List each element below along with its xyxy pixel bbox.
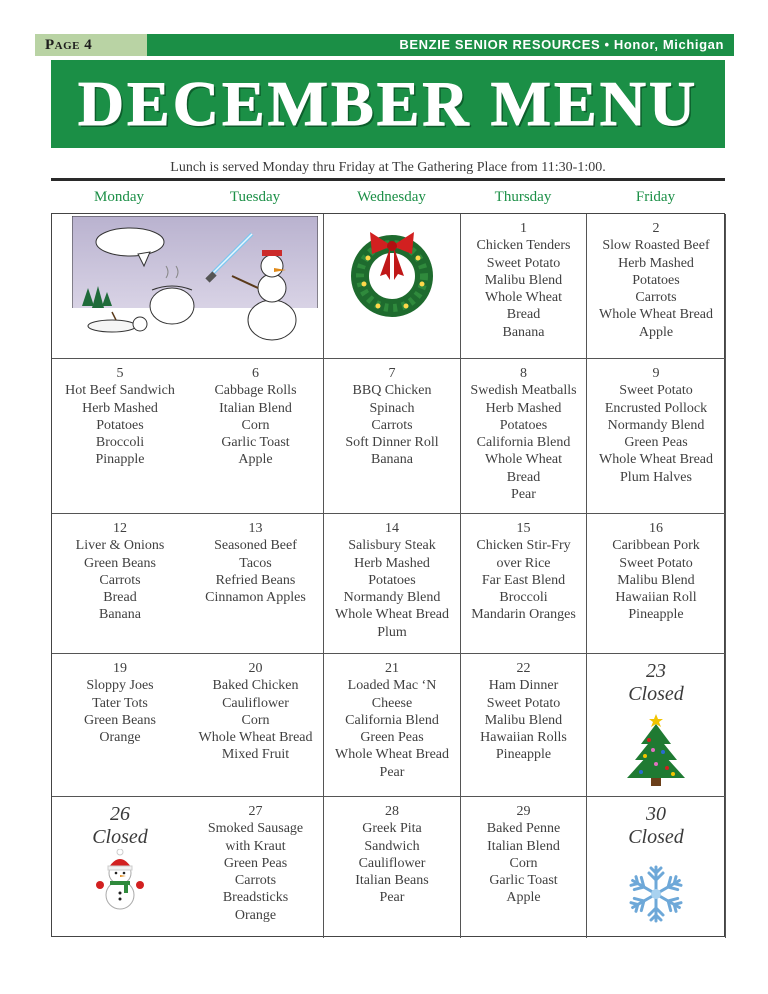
menu-item: Hawaiian Roll: [615, 590, 697, 606]
menu-item: Sandwich: [364, 838, 420, 854]
menu-item: Spinach: [369, 400, 415, 416]
menu-item: Sweet Potato: [486, 695, 561, 711]
lunch-schedule-note: Lunch is served Monday thru Friday at The Gathering Place from 11:30-1:00.: [170, 160, 606, 175]
menu-day-cell: [188, 654, 324, 797]
menu-item: Bread: [506, 307, 541, 323]
date-number: 7: [388, 366, 396, 381]
menu-item: Malibu Blend: [617, 572, 695, 588]
menu-item: Banana: [99, 607, 141, 623]
menu-item: Banana: [502, 324, 545, 340]
menu-item: Green Beans: [84, 712, 156, 728]
weekday-tuesday: Tuesday: [229, 189, 281, 205]
menu-item: Caribbean Pork: [612, 538, 700, 554]
menu-item: Smoked Sausage: [207, 821, 304, 837]
menu-day-cell: [461, 359, 587, 514]
menu-item: Apple: [638, 324, 674, 340]
date-number: 21: [385, 661, 399, 676]
menu-item: Garlic Toast: [221, 435, 290, 451]
date-number: 14: [385, 521, 399, 536]
closed-day-cell: [587, 797, 726, 938]
date-number: 29: [516, 804, 531, 819]
date-number: 19: [113, 661, 127, 676]
menu-item: Whole Wheat Bread: [598, 452, 714, 468]
menu-item: Pear: [511, 487, 536, 503]
menu-item: Green Peas: [360, 730, 424, 746]
menu-item: Liver & Onions: [75, 538, 165, 554]
menu-item: Apple: [238, 452, 273, 468]
menu-item: Orange: [99, 730, 141, 746]
menu-item: Italian Blend: [219, 400, 292, 416]
menu-item: Normandy Blend: [343, 590, 441, 606]
page-title: DECEMBER MENU: [77, 68, 699, 139]
menu-day-cell: [188, 514, 324, 654]
weekday-header: [51, 186, 725, 208]
menu-item: Sweet Potato: [486, 255, 561, 271]
menu-item: Cauliflower: [222, 695, 289, 711]
menu-item: Carrots: [234, 873, 277, 889]
menu-day-cell: [587, 214, 726, 359]
menu-day-cell: [461, 214, 587, 359]
date-number: 5: [116, 366, 124, 381]
menu-item: Refried Beans: [215, 572, 296, 588]
menu-item: Hot Beef Sandwich: [65, 383, 175, 399]
cartoon-illustration: [72, 216, 318, 356]
snowman-icon: [52, 849, 188, 911]
menu-item: Baked Penne: [486, 821, 561, 837]
date-number: 20: [248, 661, 263, 676]
menu-item: Potatoes: [96, 417, 144, 433]
menu-item: Pear: [379, 764, 405, 780]
menu-item: Salisbury Steak: [348, 538, 436, 554]
menu-item: Greek Pita: [362, 821, 422, 837]
menu-item: Apple: [506, 890, 541, 906]
wreath-icon: [344, 224, 440, 320]
menu-item: Tater Tots: [92, 695, 148, 711]
menu-item: Broccoli: [95, 435, 145, 451]
menu-item: Potatoes: [632, 272, 680, 288]
menu-item: Bread: [506, 469, 541, 485]
menu-day-cell: [324, 514, 461, 654]
menu-item: over Rice: [496, 555, 551, 571]
menu-item: Pinapple: [95, 452, 145, 468]
wreath-decoration-cell: [324, 214, 461, 359]
menu-day-cell: [188, 359, 324, 514]
menu-item: California Blend: [476, 435, 571, 451]
menu-item: Orange: [234, 907, 277, 923]
menu-item: Herb Mashed: [354, 555, 430, 571]
date-number: 2: [652, 221, 660, 236]
menu-item: Corn: [241, 712, 270, 728]
menu-item: Hawaiian Rolls: [480, 730, 567, 746]
menu-day-cell: [188, 797, 324, 938]
date-number: 23: [646, 660, 666, 682]
date-number: 16: [649, 521, 663, 536]
menu-item: Banana: [371, 452, 413, 468]
menu-item: Herb Mashed: [82, 400, 158, 416]
date-number: 9: [652, 366, 660, 381]
menu-day-cell: [461, 654, 587, 797]
menu-item: Plum: [377, 624, 407, 640]
menu-item: Chicken Stir-Fry: [476, 538, 571, 554]
menu-item: Corn: [509, 855, 538, 871]
date-number: 28: [385, 804, 399, 819]
menu-item: Sloppy Joes: [86, 678, 154, 694]
menu-item: Pineapple: [628, 607, 684, 623]
menu-item: Whole Wheat Bread: [334, 747, 450, 763]
weekday-thursday: Thursday: [494, 189, 552, 205]
menu-day-cell: [324, 654, 461, 797]
menu-item: Whole Wheat Bread: [598, 307, 714, 323]
menu-item: Baked Chicken: [212, 678, 299, 694]
menu-item: Italian Blend: [487, 838, 560, 854]
menu-item: Soft Dinner Roll: [345, 435, 439, 451]
date-number: 12: [113, 521, 127, 536]
menu-item: Whole Wheat Bread: [198, 730, 313, 746]
menu-item: Breadsticks: [222, 890, 289, 906]
menu-item: Green Beans: [84, 555, 156, 571]
menu-item: Seasoned Beef: [214, 538, 297, 554]
closed-label: Closed: [92, 826, 148, 848]
menu-day-cell: [324, 359, 461, 514]
menu-item: Whole Wheat: [484, 452, 563, 468]
menu-item: Slow Roasted Beef: [602, 238, 710, 254]
title-banner: [51, 60, 725, 148]
menu-item: Cinnamon Apples: [205, 590, 306, 606]
menu-item: Sweet Potato: [619, 555, 693, 571]
menu-item: Chicken Tenders: [476, 238, 571, 254]
snowman-cartoon: [52, 214, 324, 359]
date-number: 15: [516, 521, 531, 536]
menu-item: Green Peas: [624, 435, 688, 451]
menu-item: Garlic Toast: [489, 873, 558, 889]
page-header-bar: [35, 34, 734, 56]
menu-item: Pineapple: [495, 747, 552, 763]
menu-item: with Kraut: [225, 838, 286, 854]
christmas-tree-icon: [587, 706, 725, 792]
menu-item: Malibu Blend: [484, 272, 563, 288]
menu-item: Corn: [241, 417, 270, 433]
weekday-monday: Monday: [94, 189, 144, 205]
date-number: 8: [520, 366, 527, 381]
menu-item: California Blend: [345, 712, 439, 728]
menu-item: Potatoes: [499, 417, 548, 433]
menu-item: Italian Beans: [355, 873, 429, 889]
menu-item: Cauliflower: [358, 855, 426, 871]
menu-item: Mixed Fruit: [221, 747, 290, 763]
menu-item: Mandarin Oranges: [471, 607, 576, 623]
organization-name: BENZIE SENIOR RESOURCES • Honor, Michigan: [147, 34, 734, 56]
closed-label: Closed: [628, 826, 684, 848]
date-number: 26: [110, 803, 130, 825]
date-number: 13: [248, 521, 263, 536]
menu-day-cell: [587, 359, 726, 514]
menu-item: Herb Mashed: [485, 400, 562, 416]
menu-item: Far East Blend: [481, 572, 566, 588]
menu-item: Carrots: [99, 572, 141, 588]
menu-day-cell: [324, 797, 461, 938]
menu-item: Whole Wheat: [484, 290, 563, 306]
closed-day-cell: [52, 797, 188, 938]
menu-calendar-grid: [51, 213, 725, 937]
menu-day-cell: [52, 654, 188, 797]
menu-day-cell: [52, 514, 188, 654]
menu-item: Carrots: [371, 417, 413, 433]
menu-item: Cheese: [371, 695, 413, 711]
date-number: 1: [520, 221, 527, 236]
menu-day-cell: [461, 797, 587, 938]
menu-item: Whole Wheat Bread: [334, 607, 450, 623]
closed-day-cell: [587, 654, 726, 797]
menu-item: Tacos: [239, 555, 272, 571]
date-number: 6: [252, 366, 259, 381]
menu-item: Normandy Blend: [607, 417, 705, 433]
date-number: 22: [516, 661, 531, 676]
snowflake-icon: [587, 863, 725, 925]
menu-item: Swedish Meatballs: [470, 383, 577, 399]
menu-item: Ham Dinner: [488, 678, 559, 694]
closed-label: Closed: [628, 683, 684, 705]
menu-day-cell: [461, 514, 587, 654]
divider-rule: [51, 178, 725, 181]
menu-item: Cabbage Rolls: [214, 383, 297, 399]
menu-item: Plum Halves: [620, 469, 692, 485]
menu-item: BBQ Chicken: [352, 383, 432, 399]
menu-item: Bread: [103, 590, 137, 606]
menu-item: Green Peas: [223, 855, 288, 871]
weekday-friday: Friday: [635, 189, 676, 205]
menu-item: Pear: [379, 890, 405, 906]
menu-item: Encrusted Pollock: [604, 400, 708, 416]
date-number: 30: [646, 803, 666, 825]
weekday-wednesday: Wednesday: [357, 189, 426, 205]
menu-day-cell: [587, 514, 726, 654]
menu-item: Potatoes: [368, 572, 416, 588]
menu-item: Carrots: [635, 290, 677, 306]
date-number: 27: [248, 804, 263, 819]
page-number: Page 4: [35, 34, 147, 56]
menu-item: Herb Mashed: [618, 255, 694, 271]
menu-item: Broccoli: [499, 590, 548, 606]
menu-item: Malibu Blend: [484, 712, 563, 728]
menu-item: Loaded Mac ‘N: [347, 678, 437, 694]
menu-item: Sweet Potato: [619, 383, 693, 399]
menu-day-cell: [52, 359, 188, 514]
